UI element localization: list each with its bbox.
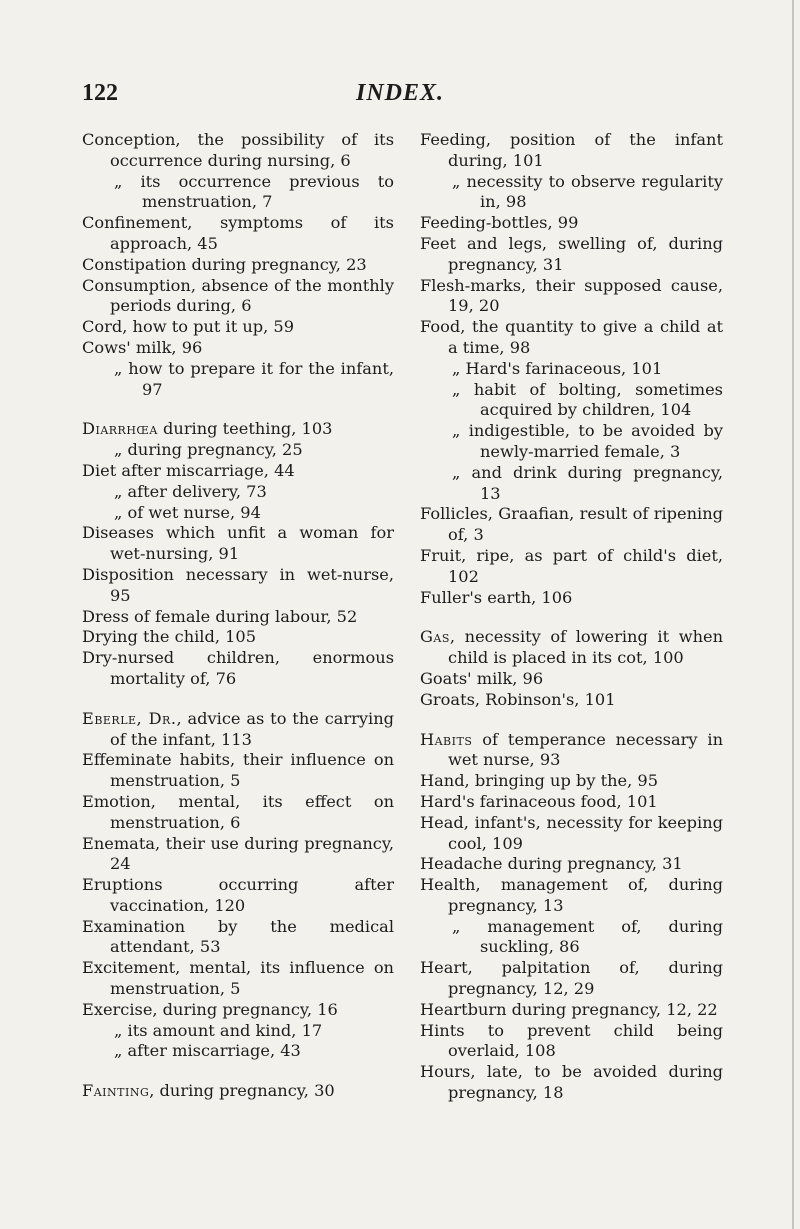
entry-text: Enemata, their use during pregnancy, 24 — [82, 833, 394, 874]
index-entry — [420, 130, 723, 172]
index-entry — [82, 1000, 394, 1021]
index-entry — [82, 276, 394, 318]
page-header — [82, 80, 718, 116]
index-entry — [420, 317, 723, 359]
entry-text: Effeminate habits, their influence on menstruation, 5 — [82, 750, 394, 791]
index-subentry — [82, 503, 394, 524]
entry-text: Follicles, Graafian, result of ripening of, 3 — [420, 504, 723, 545]
index-subentry — [82, 359, 394, 401]
entry-text: Excitement, mental, its influence on menstruation, 5 — [82, 958, 394, 999]
entry-text: Dry-nursed children, enormous mortality of, 76 — [82, 648, 394, 688]
index-entry — [82, 130, 394, 172]
index-entry — [420, 813, 723, 855]
index-entry — [420, 1000, 723, 1021]
index-entry — [82, 419, 394, 440]
entry-text: Headache during pregnancy, 31 — [420, 854, 683, 874]
index-entry — [420, 958, 723, 1000]
index-entry — [82, 565, 394, 607]
index-entry — [420, 234, 723, 276]
index-column-right — [420, 130, 723, 1104]
index-entry — [82, 627, 394, 648]
entry-text: „ after delivery, 73 — [114, 481, 267, 501]
entry-text: Diseases which unfit a woman for wet-nursing, 91 — [82, 523, 394, 564]
entry-lead-word: Eberle, Dr. — [82, 708, 177, 728]
entry-text: Fruit, ripe, as part of child's diet, 102 — [420, 545, 723, 586]
index-subentry — [420, 359, 723, 380]
entry-text: Heart, palpitation of, during pregnancy, 12, 29 — [420, 958, 723, 999]
entry-text: , during pregnancy, 30 — [149, 1081, 335, 1101]
index-subentry — [82, 440, 394, 461]
entry-text: Goats' milk, 96 — [420, 668, 544, 688]
index-entry — [82, 338, 394, 359]
entry-text: „ its amount and kind, 17 — [114, 1020, 323, 1040]
index-entry — [420, 504, 723, 546]
index-entry — [82, 317, 394, 338]
section-gap — [82, 400, 394, 419]
index-entry — [420, 627, 723, 669]
entry-text: Feet and legs, swelling of, during pregnancy, 31 — [420, 233, 723, 274]
index-entry — [420, 669, 723, 690]
index-entry — [82, 792, 394, 834]
entry-lead-word: Diarrhœa — [82, 419, 158, 439]
entry-text: Hard's farinaceous food, 101 — [420, 791, 658, 811]
entry-lead-word: Gas — [420, 627, 450, 647]
index-entry — [420, 1021, 723, 1063]
index-entry — [420, 730, 723, 772]
index-entry — [420, 690, 723, 711]
entry-text: Heartburn during pregnancy, 12, 22 — [420, 999, 718, 1019]
section-gap — [82, 1062, 394, 1081]
entry-text: Consumption, absence of the monthly periods during, 6 — [82, 275, 394, 316]
index-entry — [82, 750, 394, 792]
entry-text: „ and drink during pregnancy, 13 — [452, 462, 723, 503]
entry-text: Disposition necessary in wet-nurse, 95 — [82, 564, 394, 605]
index-subentry — [82, 482, 394, 503]
entry-text: Dress of female during labour, 52 — [82, 606, 358, 626]
index-entry — [420, 792, 723, 813]
index-entry — [82, 709, 394, 751]
index-entry — [420, 588, 723, 609]
entry-text: „ during pregnancy, 25 — [114, 440, 303, 460]
entry-text: „ of wet nurse, 94 — [114, 502, 261, 522]
entry-text: Exercise, during pregnancy, 16 — [82, 999, 338, 1019]
entry-text: Feeding-bottles, 99 — [420, 213, 579, 233]
entry-text: Health, management of, during pregnancy, 13 — [420, 875, 723, 915]
index-entry — [82, 648, 394, 690]
index-entry — [420, 276, 723, 318]
entry-text: Examination by the medical attendant, 53 — [82, 916, 394, 957]
entry-text: „ necessity to observe regularity in, 98 — [452, 171, 723, 212]
section-gap — [420, 608, 723, 627]
entry-text: Conception, the possibility of its occurrence during nursing, 6 — [82, 130, 394, 170]
index-entry — [82, 958, 394, 1000]
entry-text: Constipation during pregnancy, 23 — [82, 254, 367, 274]
index-subentry — [82, 1041, 394, 1062]
index-subentry — [82, 172, 394, 214]
entry-text: „ after miscarriage, 43 — [114, 1041, 301, 1061]
index-entry — [82, 917, 394, 959]
index-entry — [82, 607, 394, 628]
index-entry — [420, 1062, 723, 1104]
index-subentry — [420, 172, 723, 214]
index-entry — [82, 461, 394, 482]
entry-text: Groats, Robinson's, 101 — [420, 689, 616, 709]
page-edge — [792, 0, 794, 1229]
entry-text: „ management of, during suckling, 86 — [452, 916, 723, 957]
entry-text: Drying the child, 105 — [82, 627, 257, 647]
entry-text: Hints to prevent child being overlaid, 108 — [420, 1020, 723, 1061]
index-entry — [82, 213, 394, 255]
index-entry — [82, 255, 394, 276]
index-entry — [82, 875, 394, 917]
entry-text: „ indigestible, to be avoided by newly-married female, 3 — [452, 421, 723, 461]
entry-text: Cows' milk, 96 — [82, 337, 203, 357]
entry-text: during teething, 103 — [157, 419, 333, 439]
running-title: INDEX. — [355, 80, 445, 106]
index-entry — [420, 213, 723, 234]
index-entry — [420, 854, 723, 875]
index-entry — [420, 771, 723, 792]
entry-text: Feeding, position of the infant during, 101 — [420, 130, 723, 170]
entry-text: , necessity of lowering it when child is placed in its cot, 100 — [448, 627, 723, 668]
index-entry — [82, 523, 394, 565]
index-entry — [420, 546, 723, 588]
index-subentry — [420, 421, 723, 463]
entry-text: „ Hard's farinaceous, 101 — [452, 358, 663, 378]
page-number: 122 — [82, 80, 118, 106]
entry-text: „ how to prepare it for the infant, 97 — [114, 358, 394, 399]
section-gap — [82, 690, 394, 709]
entry-text: „ habit of bolting, sometimes acquired by children, 104 — [452, 379, 723, 420]
index-entry — [82, 834, 394, 876]
entry-lead-word: Habits — [420, 729, 473, 749]
entry-text: Hours, late, to be avoided during pregnancy, 18 — [420, 1062, 723, 1103]
entry-text: Fuller's earth, 106 — [420, 587, 573, 607]
index-subentry — [420, 917, 723, 959]
entry-text: , advice as to the carrying of the infant, 113 — [110, 708, 394, 749]
index-subentry — [82, 1021, 394, 1042]
entry-text: Diet after miscarriage, 44 — [82, 460, 295, 480]
index-subentry — [420, 380, 723, 422]
entry-lead-word: Fainting — [82, 1081, 150, 1101]
index-subentry — [420, 463, 723, 505]
entry-text: of temperance necessary in wet nurse, 93 — [448, 729, 723, 770]
entry-text: „ its occurrence previous to menstruation, 7 — [114, 171, 394, 212]
entry-text: Head, infant's, necessity for keeping cool, 109 — [420, 812, 723, 853]
section-gap — [420, 711, 723, 730]
entry-text: Emotion, mental, its effect on menstruation, 6 — [82, 791, 394, 832]
index-column-left — [82, 130, 394, 1102]
entry-text: Eruptions occurring after vaccination, 120 — [82, 875, 394, 915]
entry-text: Hand, bringing up by the, 95 — [420, 771, 659, 791]
entry-text: Food, the quantity to give a child at a time, 98 — [420, 317, 723, 357]
index-entry — [82, 1081, 394, 1102]
entry-text: Cord, how to put it up, 59 — [82, 317, 295, 337]
index-entry — [420, 875, 723, 917]
entry-text: Flesh-marks, their supposed cause, 19, 20 — [420, 275, 723, 316]
entry-text: Confinement, symptoms of its approach, 45 — [82, 213, 394, 253]
